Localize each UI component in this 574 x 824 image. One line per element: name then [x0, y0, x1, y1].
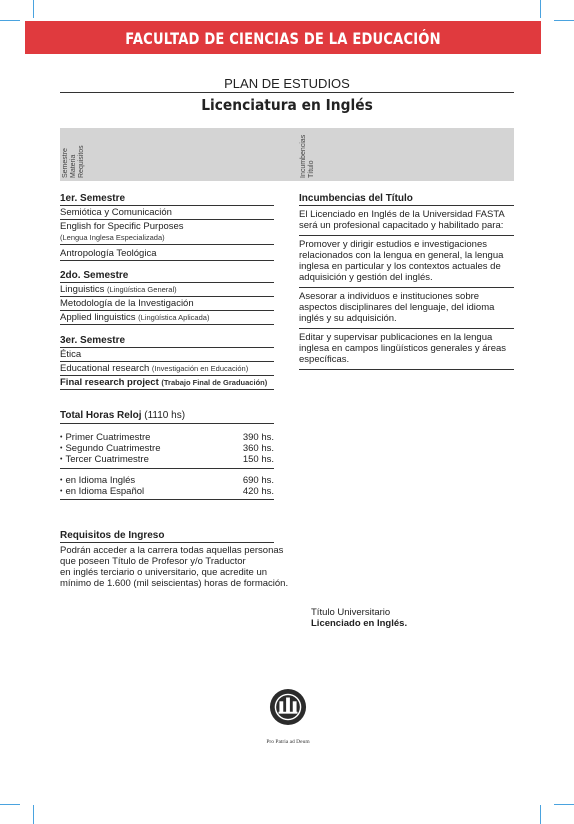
subject-note: (Investigación en Educación) — [151, 364, 249, 373]
degree-title: Licenciatura en Inglés — [201, 96, 373, 114]
faculty-title: FACULTAD DE CIENCIAS DE LA EDUCACIÓN — [125, 29, 441, 48]
idioma-hours: 690 hs. — [242, 475, 274, 486]
subject-row — [60, 297, 274, 311]
subject-name: Ética — [60, 349, 82, 360]
incumbencias-title: Incumbencias del Título — [299, 193, 514, 206]
header-banner — [25, 21, 541, 54]
cuatrimestre-hours: 360 hs. — [242, 443, 274, 454]
idioma-list — [60, 475, 274, 497]
subject-note: (Trabajo Final de Graduación) — [161, 378, 268, 387]
seal-motto: Pro Patria ad Deum — [266, 739, 310, 745]
crop-mark — [554, 20, 574, 21]
titulo-value: Licenciado en Inglés. — [311, 618, 408, 629]
subject-name: Educational research — [60, 363, 150, 374]
label-requisitos: Requisitos — [78, 145, 85, 178]
plan-subtitle: PLAN DE ESTUDIOS — [224, 76, 350, 91]
totals-divider — [60, 468, 274, 469]
title-rule — [60, 92, 514, 93]
idioma-item — [60, 486, 274, 497]
semester-2 — [60, 270, 274, 325]
subject-row — [60, 247, 274, 261]
crop-mark — [554, 804, 574, 805]
semester-3 — [60, 335, 274, 390]
column-header-bar — [60, 128, 514, 181]
incumbencia-paragraph: Asesorar a individuos e instituciones sobre aspectos disciplinares del lenguaje, del idioma inglés y su adquisición. — [299, 288, 514, 329]
subject-name: Metodología de la Investigación — [60, 298, 194, 309]
left-column-labels — [62, 145, 86, 178]
subject-name: English for Specific Purposes — [60, 221, 184, 232]
label-titulo: Título — [308, 160, 315, 178]
requisitos-line: Podrán acceder a la carrera todas aquellas personas — [60, 545, 284, 556]
cuatrimestre-label: • Primer Cuatrimestre — [60, 432, 150, 443]
semester-title: 1er. Semestre — [60, 193, 274, 206]
crop-mark — [540, 0, 541, 18]
semester-title: 2do. Semestre — [60, 270, 274, 283]
totals-divider — [60, 499, 274, 500]
titulo-block — [311, 607, 407, 629]
subject-row — [60, 283, 274, 297]
university-seal-logo — [269, 688, 307, 726]
subject-row — [60, 311, 274, 325]
total-hours-heading — [60, 410, 274, 424]
subject-name: Applied linguistics — [60, 312, 136, 323]
idioma-label: • en Idioma Español — [60, 486, 144, 497]
cuatrimestre-item — [60, 443, 274, 454]
subject-row — [60, 348, 274, 362]
crop-mark — [33, 805, 34, 824]
requisitos-line: en inglés terciario o universitario, que acredite un — [60, 567, 268, 578]
right-column-labels — [300, 135, 316, 178]
subject-name: Semiótica y Comunicación — [60, 207, 172, 218]
total-hours-title: Total Horas Reloj — [60, 410, 142, 421]
titulo-label: Título Universitario — [311, 607, 391, 618]
cuatrimestre-hours: 390 hs. — [242, 432, 274, 443]
requisitos-text — [60, 545, 310, 589]
crop-mark — [540, 805, 541, 824]
cuatrimestre-label: • Tercer Cuatrimestre — [60, 454, 149, 465]
label-materia: Materia — [70, 154, 77, 178]
subject-note: (Lengua Inglesa Especializada) — [60, 233, 165, 242]
requisitos-line: mínimo de 1.600 (mil seiscientas) horas de formación. — [60, 578, 289, 589]
subject-row — [60, 362, 274, 376]
subject-note: (Lingüística General) — [107, 285, 177, 294]
cuatrimestre-hours: 150 hs. — [242, 454, 274, 465]
cuatrimestre-item — [60, 432, 274, 443]
subject-name: Final research project — [60, 377, 159, 388]
subject-row — [60, 206, 274, 220]
subject-row — [60, 376, 274, 390]
label-incumbencias: Incumbencias — [300, 134, 307, 178]
subject-name: Linguistics — [60, 284, 105, 295]
requisitos-title: Requisitos de Ingreso — [60, 530, 274, 543]
incumbencias-section — [299, 193, 514, 370]
total-hours-value: (1110 hs) — [144, 410, 186, 421]
cuatrimestre-list — [60, 432, 274, 465]
semester-1 — [60, 193, 274, 261]
idioma-item — [60, 475, 274, 486]
incumbencia-paragraph: Editar y supervisar publicaciones en la lengua inglesa en campos lingüísticos generales y áreas específicas. — [299, 329, 514, 370]
cuatrimestre-label: • Segundo Cuatrimestre — [60, 443, 161, 454]
subject-name: Antropología Teológica — [60, 248, 157, 259]
idioma-hours: 420 hs. — [242, 486, 274, 497]
incumbencia-paragraph: Promover y dirigir estudios e investigaciones relacionados con la lengua en general, la lengua inglesa en particular y los contextos actuales de adquisición y gestión del inglés. — [299, 236, 514, 288]
cuatrimestre-item — [60, 454, 274, 465]
semester-title: 3er. Semestre — [60, 335, 274, 348]
crop-mark — [0, 804, 20, 805]
crop-mark — [33, 0, 34, 18]
idioma-label: • en Idioma Inglés — [60, 475, 135, 486]
subject-note: (Lingüística Aplicada) — [138, 313, 210, 322]
incumbencia-paragraph: El Licenciado en Inglés de la Universidad FASTA será un profesional capacitado y habilitado para: — [299, 206, 514, 236]
requisitos-line: que poseen Título de Profesor y/o Traductor — [60, 556, 246, 567]
label-semestre: Semestre — [62, 148, 69, 178]
subject-row — [60, 220, 274, 245]
crop-mark — [0, 20, 20, 21]
